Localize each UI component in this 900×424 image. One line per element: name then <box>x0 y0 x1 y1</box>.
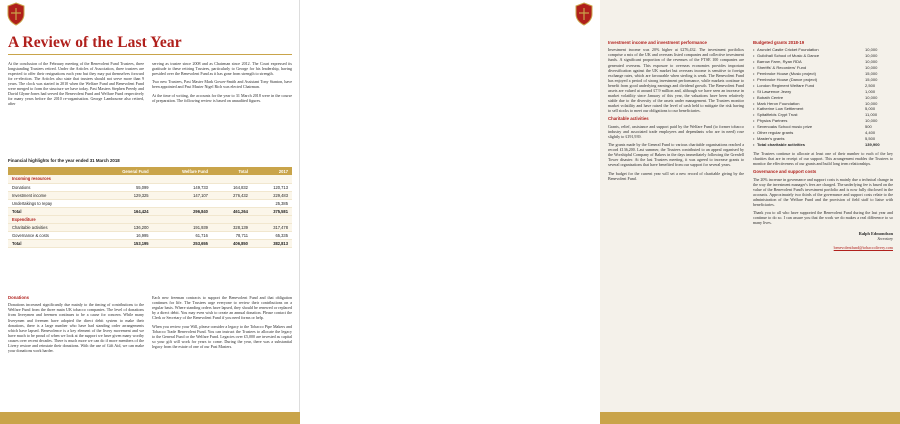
table-cell: 406,850 <box>212 240 252 248</box>
table-row <box>8 183 292 191</box>
table-cell <box>212 215 252 223</box>
financial-highlights-table <box>8 167 292 248</box>
signatory-role: Secretary <box>877 236 893 242</box>
table-header-cell <box>8 167 92 175</box>
table-cell: 65,335 <box>252 232 292 240</box>
table-cell: 253,655 <box>153 240 212 248</box>
table-cell: 136,200 <box>92 224 152 232</box>
grant-name: • Pembroke House (Dance project) <box>753 77 865 83</box>
table-cell: Investment income <box>8 191 92 199</box>
grant-name: • Guildhall School of Music & Dance <box>753 53 865 59</box>
grants-column <box>753 40 893 250</box>
grant-amount: 4,400 <box>865 130 876 136</box>
paragraph: The budget for the current year will set a new record of charitable giving by the Benevolent Fund. <box>608 170 744 181</box>
paragraph: Investment income was 20% higher at £276,432. The investment portfolios comprise a mix of the UK and overseas listed companies and collective investment funds. A significant proportion of the revenues of the FTSE 100 companies are generated overseas. This exposure to overseas economies provides important diversification against the UK market but overseas income is sensitive to foreign exchange rates, which are favourable when sterling is weak. The Benevolent Fund has enjoyed a period of strong investment performance, while markets continue to benefit from good underlying earnings and dividend growth. The Benevolent Fund assets are valued at around £7.9 million and, although we have seen an increase in market volatility since January of this year, the valuations have been relatively stable due to the diversity of the assets under management. The Trustees monitor market volatility and have raised the level of cash held to mitigate the risk having to sell stocks to meet our obligations to our beneficiaries. <box>608 47 744 113</box>
table-header-cell: Total <box>212 167 252 175</box>
grant-amount: 10,000 <box>865 94 878 100</box>
table-cell: 328,139 <box>212 224 252 232</box>
paragraph: Donations increased significantly due mainly to the timing of contributions to the Welfare Fund from the three main UK tobacco companies. The level of donations from liverymen and freemen continues to be a cause for concern. While many liverymen and freemen have adopted the direct debit system to make their donations, there is a large number who have had standing order arrangements which have lapsed. Benevolence is a key element of the livery movement and we have much to be proud of when we look at the support we have given many worthy causes over recent decades. There is much more we can do if more members of the Livery restore and reinstate their donations. With the use of Gift Aid, we can make your donations work harder. <box>8 302 144 353</box>
paragraph: The Trustees continue to allocate at least one of their number to each of the key charities that are in receipt of our support. This arrangement enables the Trustees to monitor the effectiveness of our grants and build long term relationships. <box>753 150 893 166</box>
table-cell <box>212 199 252 207</box>
table-cell: 229,483 <box>252 191 292 199</box>
grant-amount: 10,000 <box>865 53 878 59</box>
grant-amount: 10,000 <box>865 100 878 106</box>
grant-amount: 15,000 <box>865 71 878 77</box>
table-cell: 149,733 <box>153 183 212 191</box>
table-cell <box>153 175 212 183</box>
table-cell: 296,840 <box>153 207 212 215</box>
paragraph: Grants, relief, assistance and support paid by the Welfare Fund (to former tobacco industry and associated trade employees and dependants who are in need) rose slightly to £191,939. <box>608 123 744 139</box>
grant-name: • Master's grants <box>753 136 865 142</box>
grant-amount: 11,000 <box>865 112 878 118</box>
table-cell <box>212 175 252 183</box>
grant-name: • London Regiment Welfare Fund <box>753 83 865 89</box>
grant-amount: 500 <box>865 124 872 130</box>
grant-amount: 10,000 <box>865 65 878 71</box>
left-page <box>0 0 300 424</box>
grant-name: • Barrow Farm, Ryan RDA <box>753 59 865 65</box>
page-title: A Review of the Last Year <box>8 34 182 51</box>
footer-bar <box>600 412 900 424</box>
email-link[interactable]: benevolentfund@tobaccolivery.com <box>833 245 893 251</box>
table-header-row <box>8 167 292 175</box>
table-cell: 317,478 <box>252 224 292 232</box>
table-cell: 382,813 <box>252 240 292 248</box>
grant-name: • St Lawrence Jewry <box>753 89 865 95</box>
table-cell <box>92 175 152 183</box>
grants-total-row <box>753 142 893 148</box>
section-heading: Budgeted grants 2018-19 <box>753 40 805 45</box>
table-cell: Charitable activities <box>8 224 92 232</box>
intro-column-right <box>152 61 292 106</box>
right-page <box>300 0 893 424</box>
section-heading: Donations <box>8 295 30 300</box>
table-row <box>8 191 292 199</box>
table-row <box>8 232 292 240</box>
paragraph: Two new Trustees, Past Master Mark Gower-Smith and Assistant Tony Stanton, have been appointed and Past Master Nigel Rich was elected Chairman. <box>152 79 292 90</box>
table-cell <box>92 215 152 223</box>
table-row <box>8 215 292 223</box>
table-cell: 129,325 <box>92 191 152 199</box>
table-row <box>8 207 292 215</box>
grant-amount: 5,500 <box>865 135 876 141</box>
grant-name: • Sheriffs' & Recorders' Fund <box>753 65 865 71</box>
table-cell <box>252 175 292 183</box>
section-heading: Investment income and investment performance <box>608 40 707 45</box>
grant-amount: 10,000 <box>865 59 878 65</box>
table-cell: 25,385 <box>252 199 292 207</box>
grant-name: • Spitalfields Crypt Trust <box>753 112 865 118</box>
grant-amount: 5,000 <box>865 106 876 112</box>
grant-name: • Physics Partners <box>753 118 865 124</box>
grants-list <box>753 47 893 147</box>
livery-crest-icon <box>6 2 26 26</box>
table-row <box>8 199 292 207</box>
table-cell <box>92 199 152 207</box>
paragraph: At the time of writing, the accounts for the year to 31 March 2018 were in the course of preparation. The following review is based on unaudited figures. <box>152 92 292 103</box>
table-cell: 78,711 <box>212 232 252 240</box>
grant-name: • Katherine Low Settlement <box>753 106 865 112</box>
grant-name: • Pembroke House (Music project) <box>753 71 865 77</box>
table-cell: 164,424 <box>92 207 152 215</box>
table-cell: 61,716 <box>153 232 212 240</box>
paragraph: The 20% increase in governance and support costs is mainly due a technical change in the way the investment manager's fees are charged. The underlying fee is based on the value of the Benevolent Fund's investment portfolio and is now fully disclosed in the accounts. Approximately two thirds of the governance and support costs relate to the administration of the Welfare Fund and the provision of field staff to liaise with beneficiaries. <box>753 176 893 207</box>
paragraph: Thank you to all who have supported the Benevolent Fund during the last year and continue to do so. I can assure you that the work we do makes a real difference to so many lives. <box>753 210 893 226</box>
grant-name: • Bobath Centre <box>753 95 865 101</box>
table-header-cell: 2017 <box>252 167 292 175</box>
table-cell: 120,713 <box>252 183 292 191</box>
table-cell: Total <box>8 207 92 215</box>
table-cell: Incoming resources <box>8 175 92 183</box>
table-cell: 164,832 <box>212 183 252 191</box>
table-cell: 55,099 <box>92 183 152 191</box>
section-heading: Governance and support costs <box>753 169 817 175</box>
signatory-name: Ralph Edmondson <box>858 231 893 237</box>
grant-name: • Sevenoaks School music prize <box>753 124 865 130</box>
table-header-cell: Welfare Fund <box>153 167 212 175</box>
table-cell: 375,581 <box>252 207 292 215</box>
livery-crest-icon <box>574 2 594 26</box>
grant-amount: 10,000 <box>865 118 878 124</box>
grant-name: • Mark Heron Foundation <box>753 101 865 107</box>
intro-column-left <box>8 61 144 110</box>
paragraph: At the conclusion of the February meeting of the Benevolent Fund Trustees, three longstanding Trustees retired. Under the Articles of Association, three trustees are expected to offer their resignations each year but they may put themselves forward for re-election. The Articles also state that trustees should not serve more than 9 years. The clock was started in 2010 when the Welfare Fund and Benevolent Fund were merged to form the structure we have today. Past Masters Stephen Preedy and David Glynn-Jones had served the Benevolent Fund and Welfare Fund respectively for many years before the 2010 re-organisation. George Lambourne also retired, after <box>8 61 144 107</box>
table-cell: 191,939 <box>153 224 212 232</box>
table-row <box>8 240 292 248</box>
table-cell <box>252 215 292 223</box>
grant-name: • Arundel Castle Cricket Foundation <box>753 47 865 53</box>
grant-amount: 15,000 <box>865 76 878 82</box>
paragraph: The grants made by the General Fund to various charitable organisations reached a record £136,200. Last summer, the Trustees contributed to an appeal organised by the Worshipful Company of Bakers in the days immediately following the Grenfell Tower disaster. At the last Trustees meeting, it was agreed to increase grants to several organisations that have benefited from our support for several years. <box>608 142 744 168</box>
grant-name: • Other regular grants <box>753 130 865 136</box>
grant-amount: 2,500 <box>865 82 876 88</box>
paragraph: Each new freeman contracts to support the Benevolent Fund and that obligation continues for life. The Trustees urge everyone to review their contributions on a regular basis. Where standing orders have lapsed, they should be renewed or replaced by a direct debit. You may even wish to create an annual donation. Please contact the Clerk or Secretary of the Benevolent Fund if you need forms or help. <box>152 295 292 321</box>
table-cell: 153,195 <box>92 240 152 248</box>
paragraph: serving as trustee since 2008 and as Chairman since 2012. The Court expressed its gratitude to these retiring Trustees, particularly to George for his leadership, having presided over the Benevolent Fund as it has gone from strength to strength. <box>152 61 292 77</box>
title-divider <box>8 54 292 55</box>
grant-amount: 10,000 <box>865 47 878 53</box>
table-cell: 276,432 <box>212 191 252 199</box>
table-cell: Donations <box>8 183 92 191</box>
grant-amount: 1,000 <box>865 88 876 94</box>
table-cell <box>153 215 212 223</box>
table-cell <box>153 199 212 207</box>
table-cell: Expenditure <box>8 215 92 223</box>
table-row <box>8 224 292 232</box>
table-cell: 16,995 <box>92 232 152 240</box>
footer-bar <box>0 412 300 424</box>
table-cell: Governance & costs <box>8 232 92 240</box>
donations-column-right <box>152 295 292 352</box>
table-cell: Undertakings to repay <box>8 199 92 207</box>
table-header-cell: General Fund <box>92 167 152 175</box>
table-cell: Total <box>8 240 92 248</box>
table-cell: 461,264 <box>212 207 252 215</box>
investment-column <box>608 40 744 184</box>
table-row <box>8 175 292 183</box>
table-cell: 147,107 <box>153 191 212 199</box>
donations-column-left <box>8 295 144 356</box>
grants-total-label: • Total charitable activities <box>753 142 865 148</box>
section-heading: Charitable activities <box>608 116 649 122</box>
paragraph: When you review your Will, please consider a legacy to the Tobacco Pipe Makers and Tobacco Trade Benevolent Fund. You can instruct the Trustees to allocate the legacy to the General Fund or the Welfare Fund. Legacies over £5,000 are invested as capital so your gift will work for years to come. During the year, there was a substantial legacy from the estate of one of our Past Masters. <box>152 323 292 349</box>
financial-highlights-title: Financial highlights for the year ended 31 March 2018 <box>8 158 120 163</box>
grants-total-amount: 139,900 <box>865 141 880 147</box>
